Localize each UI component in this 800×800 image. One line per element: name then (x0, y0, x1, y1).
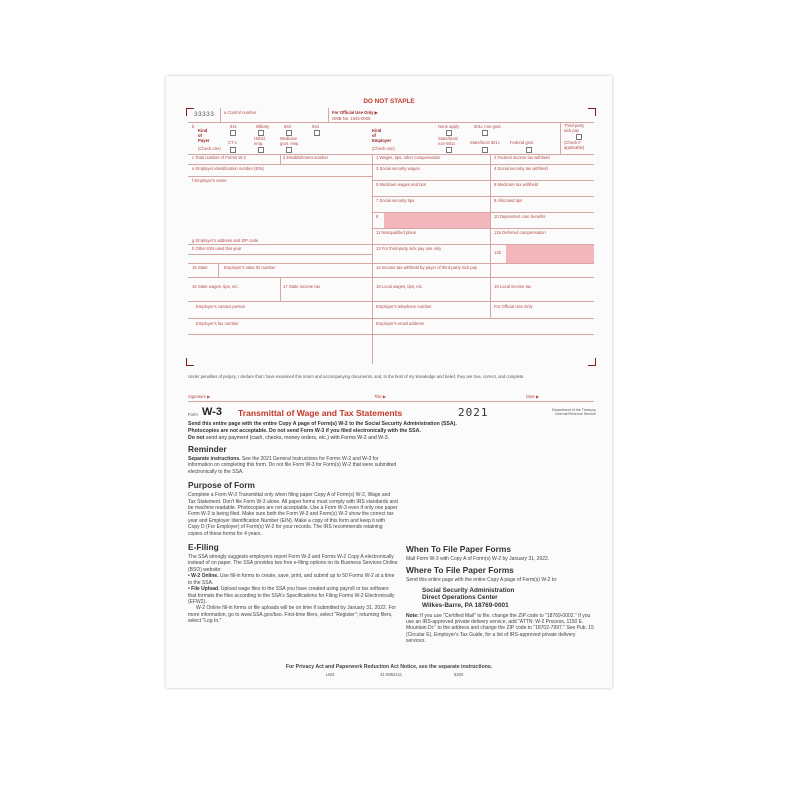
field-box13: 13 For third-party sick pay use only (376, 246, 442, 251)
reminder-text: See the 2021 General Instructions for Forms W-2 and W-3 for information on completing this form. Do not file Form W-3 for Form(s) W-2 that were submitted electronically to the SSA. (188, 456, 397, 475)
field-box17: 17 State income tax (283, 284, 321, 289)
payer-option-ct1: CT-1 (228, 140, 238, 145)
field-box19: 19 Local income tax (494, 284, 532, 289)
signature-label: Signature ▶ (188, 394, 211, 399)
left-column (188, 444, 398, 625)
title-bar (188, 406, 594, 420)
official-use-label: For Official Use Only ▶ (332, 110, 378, 115)
field-box3: 3 Social security wages (376, 166, 420, 171)
form-grid (188, 108, 594, 364)
field-c: c Total number of Forms W-2 (192, 155, 246, 160)
field-box16: 16 State wages, tips, etc. (192, 284, 239, 289)
intro-line-3: send any payment (cash, checks, money orders, etc.) with Forms W-2 and W-3. (204, 434, 390, 441)
efiling-bullet2: Upload wage files to the SSA you have created using payroll or tax software that formats the files according to the SSA's Specifications for Filing Forms W-2 Electronically (EFW2). (188, 586, 395, 605)
payer-option-941: 941 (230, 124, 237, 129)
third-party-note: (Check if applicable) (564, 140, 585, 150)
field-f: f Employer's name (192, 178, 227, 183)
field-box15-id: Employer's state ID number (224, 265, 276, 270)
field-box15: 15 State (192, 265, 208, 270)
when-to-file-text: Mail Form W-3 with Copy A of Form(s) W-2 by January 31, 2022. (406, 556, 550, 562)
box9-shaded (384, 213, 490, 228)
field-contact-person: Employer's contact person (196, 304, 246, 309)
kind-of-employer-label: Kind of Employer (372, 128, 392, 143)
do-not-staple: DO NOT STAPLE (363, 98, 415, 105)
right-column (406, 544, 596, 645)
label-b: b (192, 124, 195, 129)
field-official-use: For Official Use Only (494, 304, 533, 309)
omb-number: OMB No. 1545-0008 (332, 116, 371, 121)
box12b-shaded (506, 245, 594, 263)
employer-option-501c: 501c non-govt. (474, 124, 502, 129)
field-telephone: Employer's telephone number (376, 304, 432, 309)
note-lead: Note: (406, 612, 419, 619)
privacy-notice: For Privacy Act and Paperwork Reduction Act Notice, see the separate instructions. (285, 664, 493, 670)
purpose-heading: Purpose of Form (188, 480, 256, 491)
employer-check-one: (Check one) (372, 146, 395, 151)
signature-line (188, 394, 594, 402)
form-name: W-3 (202, 406, 222, 418)
intro-line-1: Send this entire page with the entire Copy A page of Form(s) W-2 to the Social Security Administration (SSA). (188, 421, 457, 427)
form-word: Form (188, 412, 198, 417)
employer-option-state-local: State/local non-501c (438, 136, 458, 146)
when-to-file-heading: When To File Paper Forms (406, 544, 512, 554)
title-label: Title ▶ (374, 394, 387, 399)
reminder-heading: Reminder (188, 444, 227, 454)
payer-option-943: 943 (284, 124, 291, 129)
footer-code-3: 5200 (454, 672, 464, 677)
checkbox-501c-non-govt[interactable] (482, 130, 488, 136)
checkbox-hshld[interactable] (258, 147, 264, 153)
perjury-statement: Under penalties of perjury, I declare that I have examined this return and accompanying documents, and, to the best of my knowledge and belief, they are true, correct, and complete. (188, 374, 525, 379)
purpose-text: Complete a Form W-3 Transmittal only when filing paper Copy A of Form(s) W-2, Wage and Tax Statement. Don't file Form W-3 alone. All paper forms must comply with IRS standards and be machine readable. Photocopies are not acceptable. Use a Form W-3 even if only one paper Form W-2 is being filed. Make sure both the Form W-3 and Form(s) W-2 show the correct tax year and Employer Identification Number (EIN). Make a copy of this form and keep it with Copy D (For Employer) of Form(s) W-2 for your records. The IRS recommends retaining copies of these forms for 4 years. (188, 492, 398, 537)
efiling-bullet2-lead: • File Upload. (188, 586, 220, 593)
intro-block (188, 421, 568, 441)
where-to-file-text: Send this entire page with the entire Copy A page of Form(s) W-2 to: (406, 577, 558, 584)
corner-mark (186, 108, 194, 116)
w3-form-page (166, 76, 612, 688)
checkbox-state-local-non501c[interactable] (446, 147, 452, 153)
dept-treasury: Department of the Treasury Internal Revenue Service (552, 408, 596, 417)
field-box18: 18 Local wages, tips, etc. (376, 284, 424, 289)
field-h: h Other EIN used this year (192, 246, 242, 251)
intro-line-3-bold: Do not (188, 434, 205, 441)
field-box14: 14 Income tax withheld by payer of third-party sick pay (376, 265, 478, 270)
field-box4: 4 Social security tax withheld (494, 166, 548, 171)
footer-code-1: LW3 (326, 672, 335, 677)
employer-option-federal: Federal govt. (510, 140, 535, 145)
field-box8: 8 Allocated tips (494, 198, 523, 203)
corner-mark (186, 358, 194, 366)
field-email: Employer's email address (376, 321, 424, 326)
form-title: Transmittal of Wage and Tax Statements (238, 408, 403, 418)
field-box6: 6 Medicare tax withheld (494, 182, 538, 187)
address-line-2: Direct Operations Center (422, 594, 498, 602)
checkbox-state-local-501c[interactable] (482, 147, 488, 153)
efiling-closing: W-2 Online fill-in forms or file uploads will be on time if submitted by January 31, 2022. For more information, go to www.SSA.gov/bso. First-time filers, select "Register"; returning filers, select "Log In." (188, 605, 396, 625)
ssa-address (422, 587, 596, 610)
employer-option-state-501c: State/local 501c (470, 140, 500, 145)
note-text: If you use "Certified Mail" to file, change the ZIP code to "18769-0002." If you use an IRS-approved private delivery service, add "ATTN: W-2 Process, 1150 E. Mountain Dr." to the address and change the ZIP code to "18702-7997." See Pub. 15 (Circular E), Employer's Tax Guide, for a list of IRS-approved private delivery services. (406, 612, 594, 645)
payer-option-military: Military (256, 124, 270, 129)
checkbox-944[interactable] (314, 130, 320, 136)
address-line-3: Wilkes-Barre, PA 18769-0001 (422, 602, 509, 609)
kind-of-payer-label: Kind of Payer (198, 128, 210, 143)
corner-mark (588, 358, 596, 366)
payer-option-944: 944 (312, 124, 319, 129)
field-box10: 10 Dependent care benefits (494, 214, 546, 219)
efiling-bullet1: Use fill-in forms to create, save, print, and submit up to 50 Forms W-2 at a time to the SSA. (188, 573, 395, 586)
field-box1: 1 Wages, tips, other compensation (376, 155, 441, 160)
checkbox-medicare[interactable] (286, 147, 292, 153)
payer-option-hshld: Hshld. emp. (254, 136, 266, 146)
where-to-file-heading: Where To File Paper Forms (406, 565, 514, 576)
field-box12a: 12a Deferred compensation (494, 230, 546, 235)
checkbox-941[interactable] (230, 130, 236, 136)
form-code: 33333 (194, 111, 215, 118)
efiling-bullet1-lead: • W-2 Online. (188, 573, 219, 580)
efiling-heading: E-Filing (188, 542, 219, 553)
field-box12b: 12b (494, 250, 501, 255)
intro-line-2: Photocopies are not acceptable. Do not send Form W-3 if you filed electronically with the SSA. (188, 427, 421, 434)
payer-check-one: (Check one) (198, 146, 221, 151)
field-box9: 9 (376, 214, 379, 219)
field-box11: 11 Nonqualified plans (376, 230, 416, 235)
field-box2: 2 Federal income tax withheld (494, 155, 550, 160)
footer-code-2: 41-0852411 (380, 672, 403, 677)
control-number-label: a Control number (224, 110, 257, 115)
field-g: g Employer's address and ZIP code (192, 238, 259, 243)
field-box7: 7 Social security tips (376, 198, 415, 203)
checkbox-federal-govt[interactable] (526, 147, 532, 153)
efiling-text: The SSA strongly suggests employers report Form W-3 and Forms W-2 Copy A electronically instead of on paper. The SSA provides two free e-filing options on its Business Services Online (BSO) website: (188, 554, 398, 573)
tax-year: 2021 (458, 406, 489, 419)
field-d: d Establishment number (283, 155, 329, 160)
address-line-1: Social Security Administration (422, 586, 515, 594)
field-fax: Employer's fax number (196, 321, 239, 326)
reminder-lead: Separate instructions. (188, 456, 241, 462)
employer-option-none: None apply (438, 124, 460, 129)
field-e: e Employer identification number (EIN) (192, 166, 264, 171)
corner-mark (588, 108, 596, 116)
payer-option-medicare: Medicare govt. emp. (280, 136, 300, 146)
third-party-sick-pay-label: Third-party sick pay (564, 123, 585, 133)
date-label: Date ▶ (526, 394, 540, 399)
field-box5: 5 Medicare wages and tips (376, 182, 426, 187)
checkbox-ct1[interactable] (230, 147, 236, 153)
